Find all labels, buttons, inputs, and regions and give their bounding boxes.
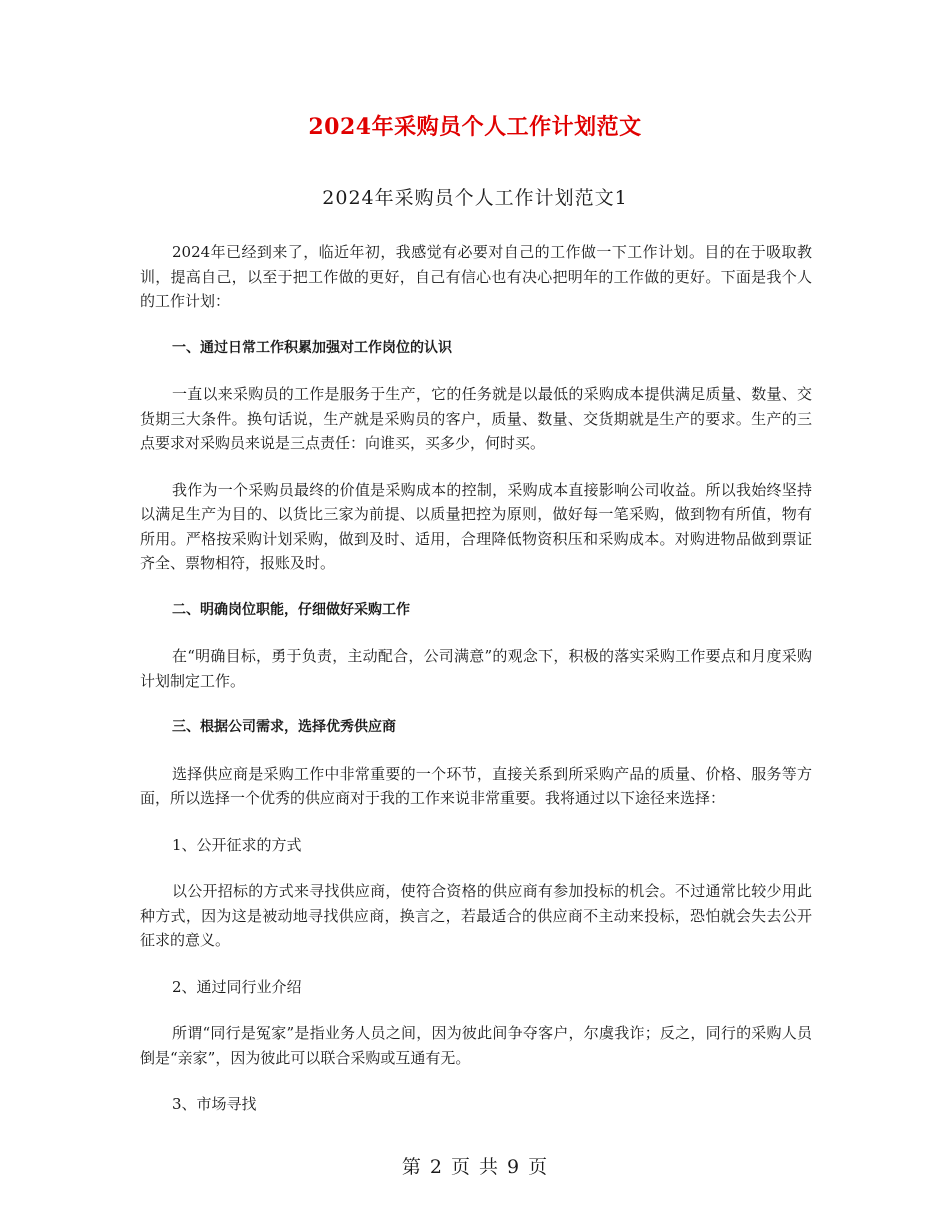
page-number-footer [0, 1152, 950, 1179]
item-1-paragraph: 以公开招标的方式来寻找供应商，使符合资格的供应商有参加投标的机会。不过通常比较少用此种方式，因为这是被动地寻找供应商，换言之，若最适合的供应商不主动来投标，恐怕就会失去公开征求的意义。 [140, 882, 812, 949]
section-1-paragraph-1: 一直以来采购员的工作是服务于生产，它的任务就是以最低的采购成本提供满足质量、数量、交货期三大条件。换句话说，生产就是采购员的客户，质量、数量、交货期就是生产的要求。生产的三点要求对采购员来说是三点责任：向谁买，买多少，何时买。 [140, 385, 812, 452]
section-1-paragraph-2: 我作为一个采购员最终的价值是采购成本的控制，采购成本直接影响公司收益。所以我始终坚持以满足生产为目的、以货比三家为前提、以质量把控为原则，做好每一笔采购，做到物有所值，物有所用。严格按采购计划采购，做到及时、适用，合理降低物资积压和采购成本。对购进物品做到票证齐全、票物相符，报账及时。 [140, 480, 812, 572]
total-pages-number: 9 [507, 1156, 521, 1178]
footer-prefix: 第 [401, 1156, 422, 1178]
document-subtitle: 2024年采购员个人工作计划范文1 [322, 187, 628, 209]
footer-suffix: 页 [528, 1156, 549, 1178]
section-2-paragraph-1: 在“明确目标，勇于负责，主动配合，公司满意”的观念下，积极的落实采购工作要点和月度采购计划制定工作。 [140, 647, 812, 690]
section-2-heading: 二、明确岗位职能，仔细做好采购工作 [172, 601, 410, 618]
item-2-heading: 2、通过同行业介绍 [172, 977, 302, 996]
footer-total-word: 共 [479, 1156, 500, 1178]
section-3-heading: 三、根据公司需求，选择优秀供应商 [172, 719, 396, 735]
section-3-paragraph-1: 选择供应商是采购工作中非常重要的一个环节，直接关系到所采购产品的质量、价格、服务等方面，所以选择一个优秀的供应商对于我的工作来说非常重要。我将通过以下途径来选择： [140, 764, 812, 807]
intro-paragraph: 2024年已经到来了，临近年初，我感觉有必要对自己的工作做一下工作计划。目的在于吸取教训，提高自己，以至于把工作做的更好，自己有信心也有决心把明年的工作做的更好。下面是我个人的工作计划： [140, 243, 812, 310]
footer-page-word: 页 [450, 1156, 471, 1178]
item-2-paragraph: 所谓“同行是冤家”是指业务人员之间，因为彼此间争夺客户，尔虞我诈；反之，同行的采购人员倒是“亲家”，因为彼此可以联合采购或互通有无。 [140, 1024, 812, 1067]
item-1-heading: 1、公开征求的方式 [172, 835, 302, 854]
current-page-number: 2 [429, 1156, 443, 1178]
document-body [140, 240, 812, 1139]
item-3-heading: 3、市场寻找 [172, 1095, 257, 1113]
document-title: 2024年采购员个人工作计划范文 [308, 114, 642, 140]
section-1-heading: 一、通过日常工作积累加强对工作岗位的认识 [172, 339, 452, 356]
